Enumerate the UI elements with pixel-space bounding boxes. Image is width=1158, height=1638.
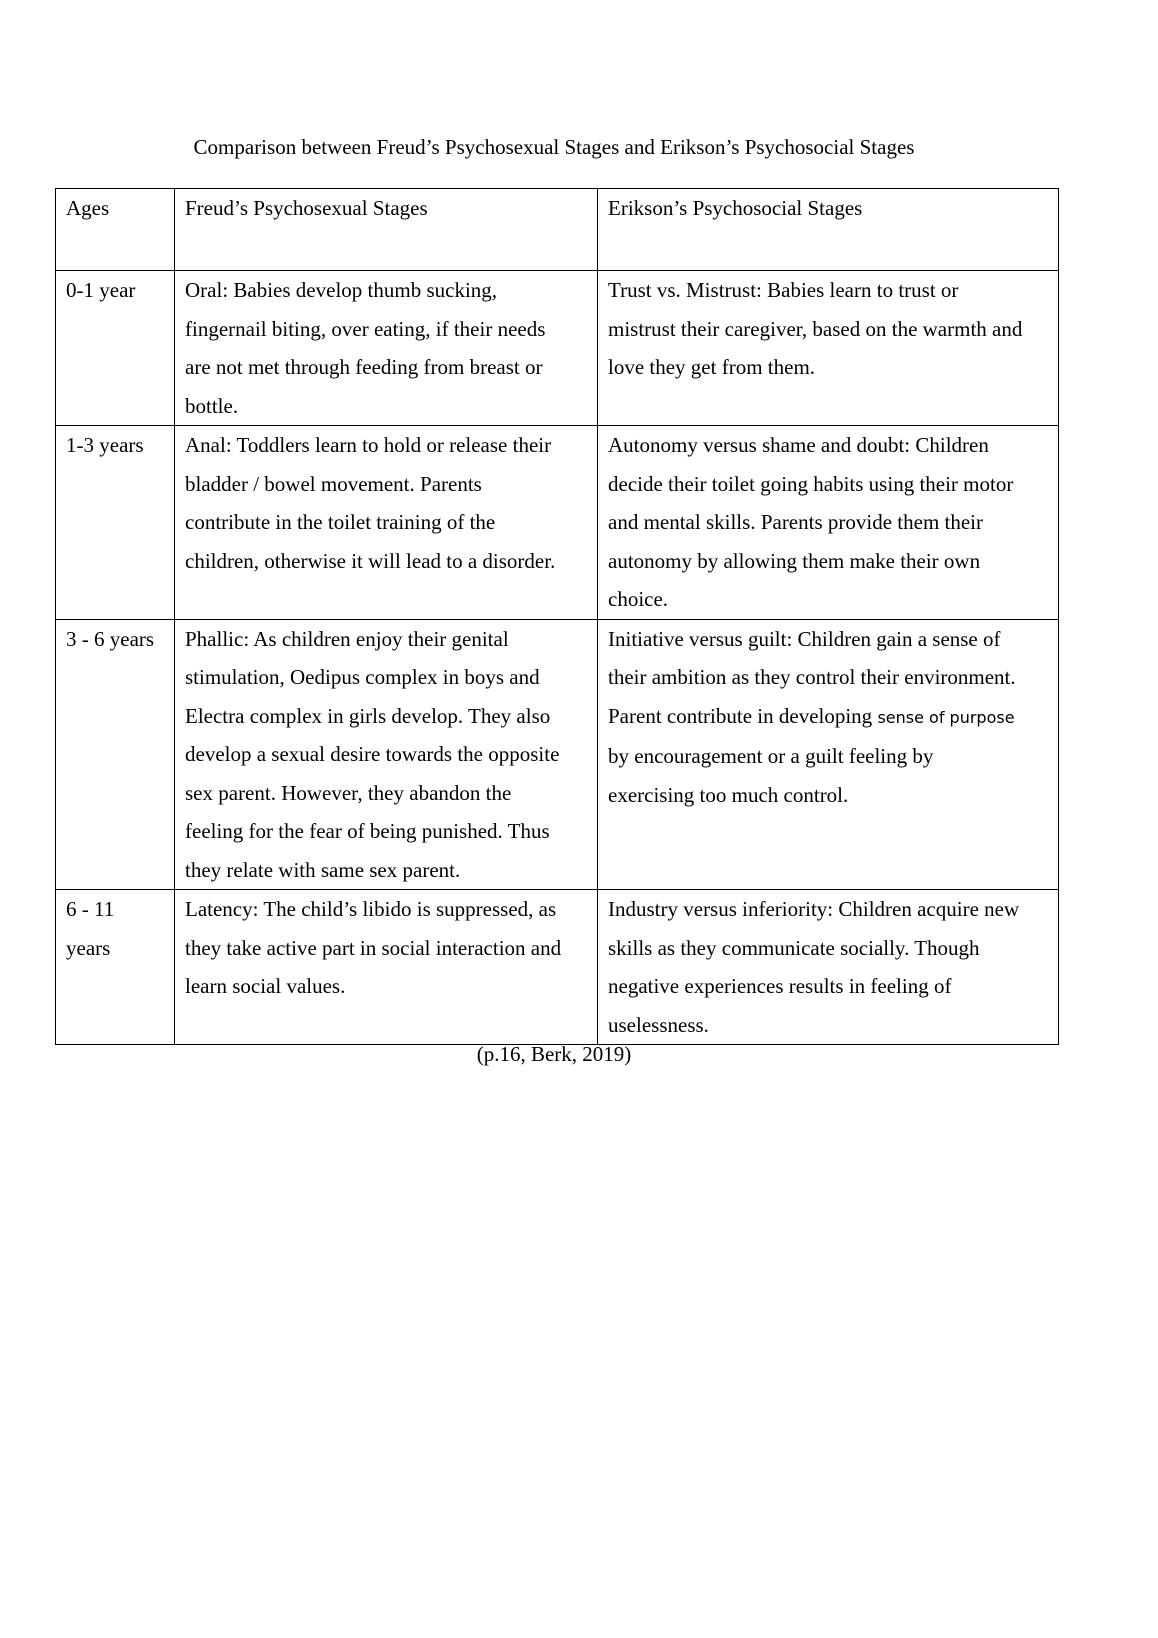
cell-line: bottle. (185, 393, 239, 418)
table-row (56, 271, 1059, 426)
cell-line: uselessness. (608, 1012, 709, 1037)
cell-line: autonomy by allowing them make their own (608, 548, 981, 573)
age-cell (56, 890, 175, 1045)
cell-line: feeling for the fear of being punished. Thus (185, 819, 550, 843)
cell-line: years (66, 935, 111, 960)
age-cell (56, 271, 175, 426)
cell-line: 1-3 years (66, 433, 144, 457)
table-row (56, 619, 1059, 890)
cell-line: Autonomy versus shame and doubt: Children (608, 433, 989, 457)
cell-line: are not met through feeding from breast or (185, 355, 543, 379)
cell-line: contribute in the toilet training of the (185, 510, 496, 534)
cell-line: mistrust their caregiver, based on the warmth and (608, 316, 1023, 341)
header-row (56, 189, 1059, 271)
cell-line: and mental skills. Parents provide them their (608, 510, 984, 534)
header-cell (598, 189, 1059, 271)
cell-line: Initiative versus guilt: Children gain a sense of (608, 626, 1001, 651)
cell-line: Latency: The child’s libido is suppressed, as (185, 897, 557, 921)
text-segment: sense of purpose (877, 707, 1015, 727)
cell-line: they take active part in social interaction and (185, 935, 562, 960)
cell-line: skills as they communicate socially. Though (608, 935, 980, 960)
cell-line: decide their toilet going habits using their motor (608, 471, 1014, 496)
cell-line: stimulation, Oedipus complex in boys and (185, 665, 540, 689)
cell-line: Ages (66, 196, 110, 220)
cell-line: by encouragement or a guilt feeling by (608, 744, 934, 768)
cell-line: negative experiences results in feeling of (608, 974, 952, 998)
cell-line: Electra complex in girls develop. They also (185, 703, 551, 728)
cell-line: Anal: Toddlers learn to hold or release their (185, 433, 552, 457)
age-cell (56, 619, 175, 890)
cell-line: Erikson’s Psychosocial Stages (608, 196, 863, 220)
cell-line: Freud’s Psychosexual Stages (185, 196, 428, 220)
cell-line: exercising too much control. (608, 782, 849, 807)
comparison-table (55, 188, 1059, 1045)
cell-line: learn social values. (185, 974, 346, 998)
document-title: Comparison between Freud’s Psychosexual Stages and Erikson’s Psychosocial Stages (193, 135, 915, 159)
cell-line: 6 - 11 (66, 897, 115, 921)
header-cell (56, 189, 175, 271)
cell-line: choice. (608, 587, 669, 611)
erikson-stage-cell (598, 890, 1059, 1045)
age-cell (56, 426, 175, 620)
cell-line: children, otherwise it will lead to a disorder. (185, 548, 556, 573)
freud-stage-cell (175, 890, 598, 1045)
table-row (56, 890, 1059, 1045)
cell-line: develop a sexual desire towards the opposite (185, 742, 560, 766)
cell-line: 0-1 year (66, 278, 136, 302)
cell-line: fingernail biting, over eating, if their needs (185, 316, 546, 341)
cell-line: Phallic: As children enjoy their genital (185, 626, 509, 651)
erikson-stage-cell (598, 619, 1059, 890)
freud-stage-cell (175, 619, 598, 890)
cell-line: bladder / bowel movement. Parents (185, 471, 482, 496)
cell-line: sex parent. However, they abandon the (185, 780, 512, 805)
cell-line (608, 697, 1048, 738)
cell-line: Industry versus inferiority: Children acquire new (608, 897, 1020, 921)
text-segment: Parent contribute in developing (608, 703, 878, 728)
header-cell (175, 189, 598, 271)
cell-line: Trust vs. Mistrust: Babies learn to trust or (608, 278, 959, 302)
freud-stage-cell (175, 271, 598, 426)
cell-line: 3 - 6 years (66, 626, 155, 651)
cell-line: their ambition as they control their environment. (608, 665, 1016, 689)
cell-line: love they get from them. (608, 355, 816, 379)
citation: (p.16, Berk, 2019) (476, 1042, 632, 1066)
freud-stage-cell (175, 426, 598, 620)
table-row (56, 426, 1059, 620)
erikson-stage-cell (598, 271, 1059, 426)
erikson-stage-cell (598, 426, 1059, 620)
cell-line: Oral: Babies develop thumb sucking, (185, 278, 498, 302)
cell-line: they relate with same sex parent. (185, 857, 461, 882)
